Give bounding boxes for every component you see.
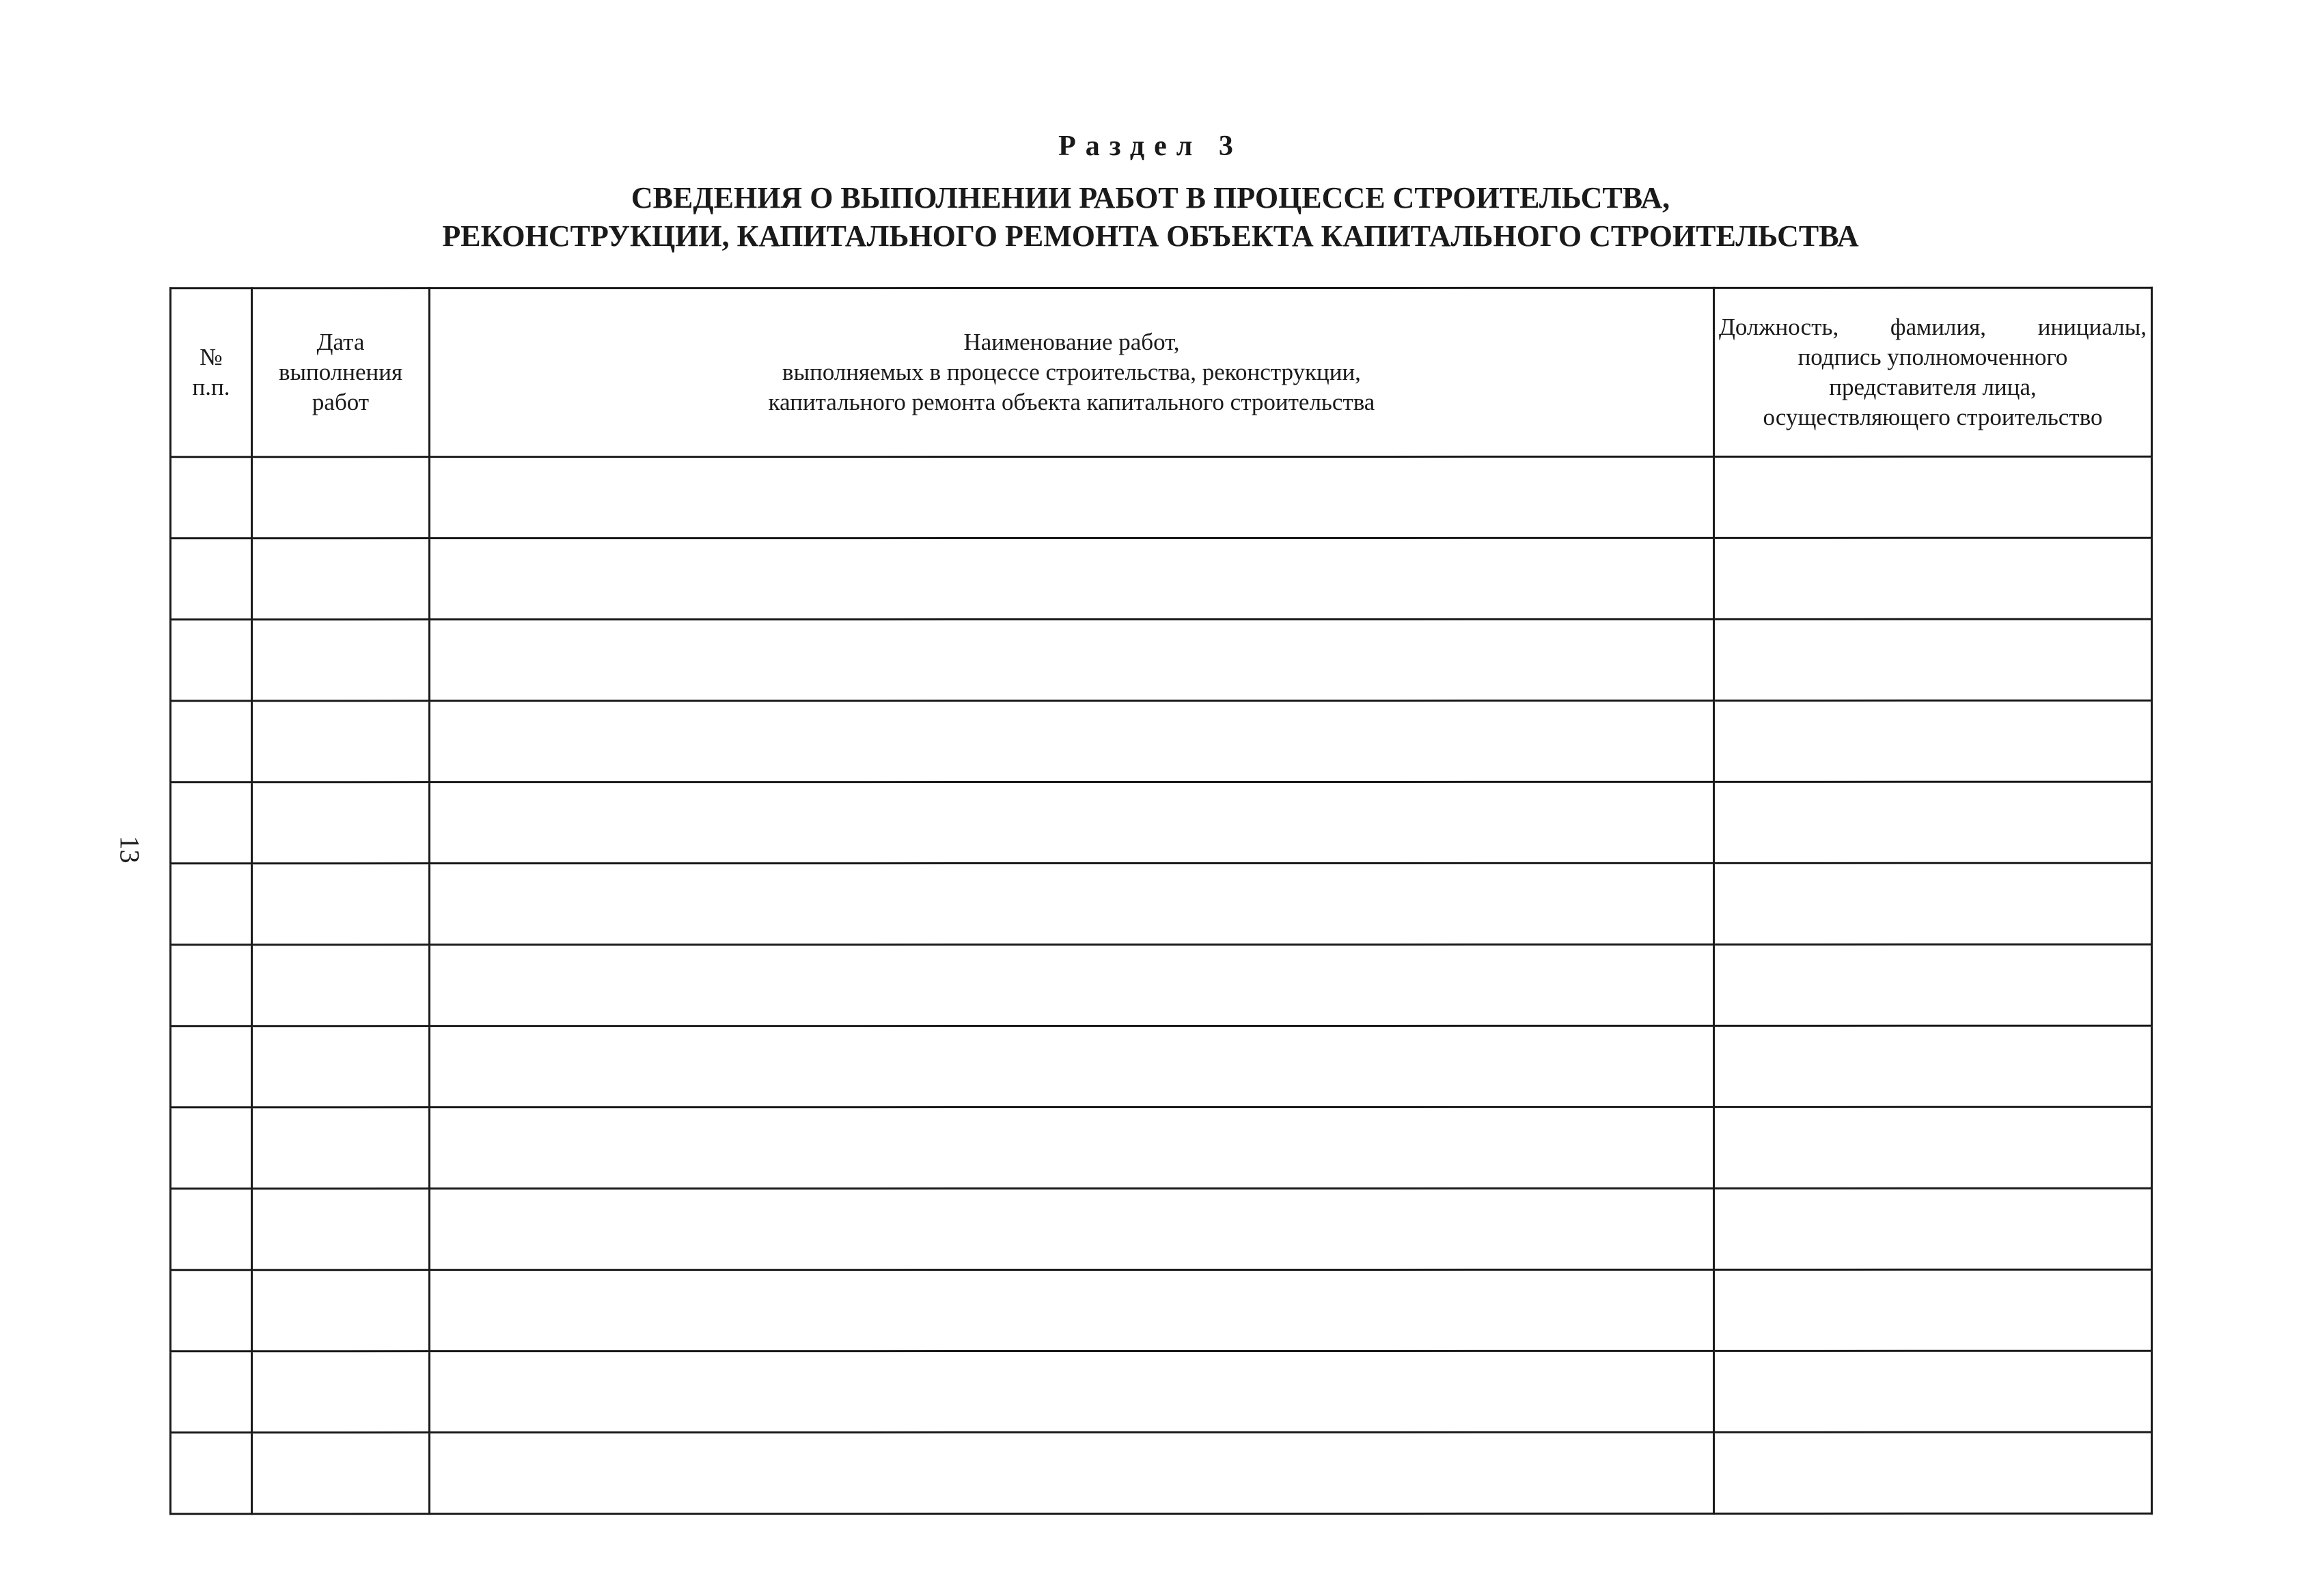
cell-item-number <box>171 1270 252 1351</box>
cell-work-date <box>252 701 430 782</box>
cell-work-date <box>252 1107 430 1189</box>
cell-item-number <box>171 457 252 538</box>
cell-work-name <box>430 1269 1714 1351</box>
cell-work-name <box>430 619 1714 700</box>
cell-work-name <box>430 1351 1714 1432</box>
header-item-number-line: № <box>199 344 223 371</box>
table-row <box>171 456 2152 538</box>
header-item-number <box>171 288 252 457</box>
cell-responsible-person <box>1714 1351 2152 1432</box>
header-responsible-person-line: осуществляющего строительство <box>1763 403 2103 430</box>
table-row <box>171 1188 2152 1270</box>
section-label: Раздел 3 <box>1058 130 1243 162</box>
header-work-date-line: Дата <box>316 329 365 356</box>
cell-item-number <box>171 538 252 620</box>
works-log-table <box>169 287 2153 1515</box>
header-responsible-person-line: подпись уполномоченного <box>1797 343 2068 370</box>
cell-responsible-person <box>1714 944 2152 1026</box>
page-number: 13 <box>114 836 146 864</box>
cell-responsible-person <box>1714 1432 2152 1513</box>
header-work-name-line: капитального ремонта объекта капитального строительства <box>768 388 1375 416</box>
cell-responsible-person <box>1714 782 2152 863</box>
cell-responsible-person <box>1714 538 2152 619</box>
cell-work-name <box>430 1188 1714 1269</box>
header-responsible-person <box>1714 288 2152 456</box>
cell-item-number <box>171 1026 252 1107</box>
table-row <box>171 538 2152 620</box>
table-row <box>171 944 2152 1026</box>
table-row <box>171 1269 2152 1351</box>
cell-work-name <box>430 538 1714 619</box>
cell-work-name <box>430 456 1714 538</box>
section-title-line-1: СВЕДЕНИЯ О ВЫПОЛНЕНИИ РАБОТ В ПРОЦЕССЕ СТРОИТЕЛЬСТВА, <box>631 181 1670 215</box>
cell-work-name <box>430 782 1714 863</box>
table-row <box>171 863 2152 945</box>
cell-item-number <box>171 1433 252 1514</box>
cell-work-name <box>430 1026 1714 1107</box>
cell-item-number <box>171 1189 252 1270</box>
cell-work-name <box>430 1107 1714 1188</box>
cell-work-name <box>430 863 1714 944</box>
cell-work-date <box>252 1270 430 1351</box>
header-work-name-line: Наименование работ, <box>963 328 1180 356</box>
cell-work-name <box>430 944 1714 1026</box>
cell-work-date <box>252 1351 430 1433</box>
header-work-name <box>430 288 1714 456</box>
cell-work-date <box>252 1433 430 1514</box>
cell-responsible-person <box>1714 1188 2152 1269</box>
cell-item-number <box>171 782 252 864</box>
header-work-date-line: работ <box>312 389 370 416</box>
header-responsible-person-line: представителя лица, <box>1829 373 2037 400</box>
header-work-date <box>252 288 430 457</box>
section-title-line-2: РЕКОНСТРУКЦИИ, КАПИТАЛЬНОГО РЕМОНТА ОБЪЕКТА КАПИТАЛЬНОГО СТРОИТЕЛЬСТВА <box>442 219 1859 253</box>
header-work-date-line: выполнения <box>278 359 403 386</box>
table-row <box>171 1432 2152 1514</box>
cell-item-number <box>171 701 252 782</box>
table-row <box>171 700 2152 782</box>
cell-work-date <box>252 1189 430 1270</box>
cell-work-date <box>252 864 430 945</box>
table-row <box>171 1026 2152 1107</box>
header-work-name-line: выполняемых в процессе строительства, реконструкции, <box>782 358 1361 386</box>
cell-work-name <box>430 1432 1714 1513</box>
cell-work-date <box>252 538 430 620</box>
table-row <box>171 1107 2152 1189</box>
header-responsible-person-line: Должность, фамилия, инициалы, <box>1719 313 2147 340</box>
cell-responsible-person <box>1714 1269 2152 1351</box>
cell-responsible-person <box>1714 1107 2152 1188</box>
table-header-row <box>171 288 2152 457</box>
table-row <box>171 1351 2152 1433</box>
header-item-number-line: п.п. <box>192 374 230 401</box>
cell-work-date <box>252 620 430 701</box>
cell-responsible-person <box>1714 863 2152 944</box>
cell-responsible-person <box>1714 1026 2152 1107</box>
table-row <box>171 619 2152 701</box>
section-title <box>0 179 2301 256</box>
cell-work-date <box>252 457 430 538</box>
cell-work-date <box>252 1026 430 1107</box>
table-row <box>171 782 2152 864</box>
table-body <box>171 456 2152 1514</box>
cell-item-number <box>171 864 252 945</box>
cell-item-number <box>171 1351 252 1433</box>
cell-responsible-person <box>1714 456 2152 538</box>
cell-responsible-person <box>1714 619 2152 700</box>
cell-item-number <box>171 945 252 1026</box>
cell-work-date <box>252 782 430 864</box>
cell-item-number <box>171 620 252 701</box>
cell-work-name <box>430 700 1714 782</box>
cell-responsible-person <box>1714 700 2152 782</box>
cell-item-number <box>171 1107 252 1189</box>
cell-work-date <box>252 945 430 1026</box>
